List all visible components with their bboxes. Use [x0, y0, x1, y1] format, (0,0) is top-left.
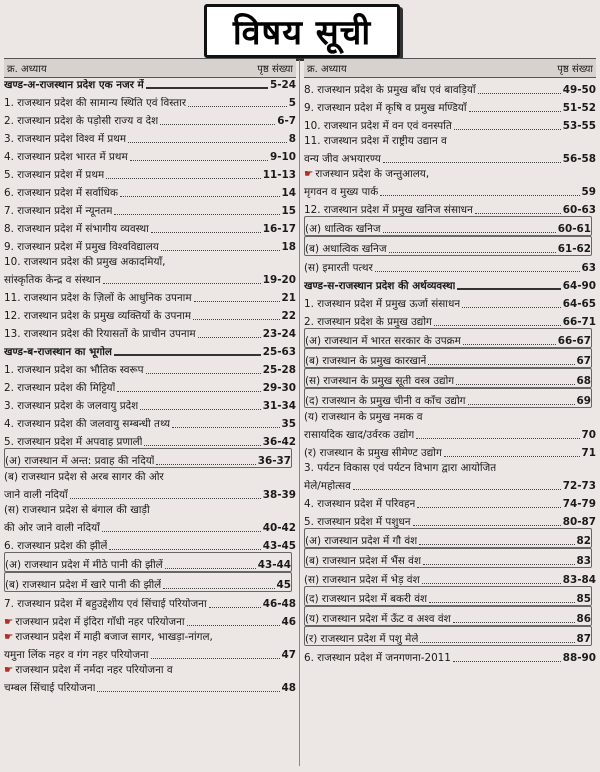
toc-entry-title: राजस्थान प्रदेश के जन्तुआलय,: [315, 168, 430, 180]
column-divider: [299, 60, 300, 766]
toc-entry: [4, 253, 296, 268]
toc-entry: [304, 548, 592, 568]
toc-entry-title: 5. राजस्थान प्रदेश में प्रथम: [4, 169, 105, 181]
toc-page-number: 72-73: [562, 480, 596, 492]
toc-entry: [4, 468, 296, 483]
toc-entry: [304, 114, 596, 132]
dot-leader: [198, 337, 261, 338]
toc-page-number: 61-62: [557, 243, 591, 255]
dot-leader: [444, 456, 580, 457]
toc-page-number: 36-37: [257, 455, 291, 467]
dot-leader: [380, 195, 579, 196]
toc-entry-title: 4. राजस्थान प्रदेश की जलवायु सम्बन्धी तथ्य: [4, 418, 170, 430]
toc-page-number: 68: [576, 375, 591, 387]
toc-entry: [304, 492, 596, 510]
dot-leader: [117, 391, 260, 392]
toc-entry: [304, 165, 596, 180]
toc-entry: [4, 516, 296, 534]
toc-page-number: 25-28: [262, 364, 296, 376]
toc-entry: [4, 430, 296, 448]
toc-entry: [4, 181, 296, 199]
toc-entry: [304, 198, 596, 216]
dot-leader: [453, 622, 575, 623]
toc-entry-title: 2. राजस्थान प्रदेश के पड़ोसी राज्य व देश: [4, 115, 159, 127]
dot-leader: [109, 549, 260, 550]
dot-leader: [383, 232, 556, 233]
toc-entry-title: 12. राजस्थान प्रदेश में प्रमुख खनिज संसाधन: [304, 204, 473, 216]
toc-entry-title: 1. राजस्थान प्रदेश की सामान्य स्थिति एवं विस्तार: [4, 97, 187, 109]
toc-entry-title: सांस्कृतिक केन्द्र व संस्थान: [4, 274, 101, 286]
toc-page-number: 47: [281, 649, 296, 661]
toc-entry-title: 9. राजस्थान प्रदेश में प्रमुख विश्वविद्यालय: [4, 241, 159, 253]
toc-page-number: 46-48: [262, 598, 296, 610]
toc-page-number: 56-58: [562, 153, 596, 165]
toc-page-number: 5-24: [269, 79, 296, 91]
toc-entry-title: 8. राजस्थान प्रदेश में संभागीय व्यवस्था: [4, 223, 149, 235]
toc-entry-title: (स) इमारती पत्थर: [304, 262, 373, 274]
dot-leader: [457, 288, 560, 290]
pointing-hand-icon: ☛: [4, 616, 14, 628]
toc-page-number: 59: [581, 186, 596, 198]
dot-leader: [478, 93, 561, 94]
toc-page-number: 40-42: [262, 522, 296, 534]
toc-page-number: 85: [576, 593, 591, 605]
toc-entry: [4, 676, 296, 694]
pointing-hand-icon: ☛: [304, 168, 314, 180]
dot-leader: [146, 87, 268, 89]
toc-page-number: 87: [576, 633, 591, 645]
dot-leader: [413, 525, 561, 526]
dot-leader: [375, 271, 580, 272]
toc-entry-title: राजस्थान प्रदेश में इंदिरा गाँधी नहर परियोजना: [15, 616, 185, 628]
dot-leader: [469, 111, 561, 112]
dot-leader: [114, 354, 261, 356]
toc-page-number: 53-55: [562, 120, 596, 132]
toc-entry-title: खण्ड-ब-राजस्थान का भूगोल: [4, 346, 112, 358]
toc-entry: [304, 132, 596, 147]
dot-leader: [188, 106, 287, 107]
dot-leader: [468, 404, 575, 405]
dot-leader: [97, 691, 279, 692]
toc-entry-title: 10. राजस्थान प्रदेश में वन एवं वनस्पति: [304, 120, 452, 132]
toc-entry: [4, 322, 296, 340]
toc-list: [4, 78, 296, 694]
toc-entry-title: (स) राजस्थान प्रदेश से बंगाल की खाड़ी: [4, 504, 150, 516]
dot-leader: [103, 283, 261, 284]
dot-leader: [144, 445, 260, 446]
toc-page-number: 83-84: [562, 574, 596, 586]
toc-entry: [4, 661, 296, 676]
toc-entry-title: 3. पर्यटन विकास एवं पर्यटन विभाग द्वारा आयोजित: [304, 462, 497, 474]
toc-entry: [4, 412, 296, 430]
pointing-hand-icon: ☛: [4, 631, 14, 643]
toc-entry-title: 9. राजस्थान प्रदेश में कृषि व प्रमुख मण्डियाँ: [304, 102, 467, 114]
toc-entry-title: (अ) राजस्थान प्रदेश में मीठे पानी की झीलें: [5, 559, 163, 571]
toc-page-number: 8: [288, 133, 296, 145]
toc-entry-title: 7. राजस्थान प्रदेश में न्यूनतम: [4, 205, 113, 217]
toc-entry: [304, 408, 596, 423]
dot-leader: [102, 531, 261, 532]
toc-entry: [304, 147, 596, 165]
toc-entry-title: 1. राजस्थान प्रदेश में प्रमुख ऊर्जा संसाधन: [304, 298, 461, 310]
toc-page-number: 63: [581, 262, 596, 274]
dot-leader: [128, 142, 287, 143]
toc-entry: [304, 274, 596, 292]
toc-entry-title: मेले/महोत्सव: [304, 480, 351, 492]
toc-entry: [304, 568, 596, 586]
toc-page-number: 43-44: [257, 559, 291, 571]
toc-entry: [304, 96, 596, 114]
toc-entry-title: (अ) राजस्थान प्रदेश में गौ वंश: [305, 535, 418, 547]
toc-entry: [4, 394, 296, 412]
dot-leader: [161, 250, 280, 251]
dot-leader: [172, 427, 280, 428]
toc-entry-title: चम्बल सिंचाई परियोजना: [4, 682, 96, 694]
dot-leader: [423, 564, 575, 565]
toc-left-column: [4, 58, 296, 768]
toc-entry-title: खण्ड-स-राजस्थान प्रदेश की अर्थव्यवस्था: [304, 280, 456, 292]
toc-entry-title: खण्ड-अ-राजस्थान प्रदेश एक नजर में: [4, 79, 144, 91]
toc-entry: [4, 592, 296, 610]
toc-page-number: 69: [576, 395, 591, 407]
toc-page-number: 64-65: [562, 298, 596, 310]
toc-page-number: 51-52: [562, 102, 596, 114]
toc-entry: [4, 552, 292, 572]
toc-entry-title: वन्य जीव अभयारण्य: [304, 153, 381, 165]
dot-leader: [151, 658, 280, 659]
toc-page-number: 60-61: [557, 223, 591, 235]
toc-page-number: 15: [281, 205, 296, 217]
toc-entry: [304, 626, 592, 646]
toc-entry-title: (य) राजस्थान के प्रमुख नमक व: [304, 411, 423, 423]
toc-entry-title: (ब) राजस्थान प्रदेश से अरब सागर की ओर: [4, 471, 164, 483]
dot-leader: [194, 301, 280, 302]
toc-entry: [304, 368, 592, 388]
toc-page-number: 70: [581, 429, 596, 441]
toc-entry: [4, 268, 296, 286]
toc-entry-title: (द) राजस्थान के प्रमुख चीनी व काँच उद्योग: [305, 395, 466, 407]
chapter-header: क्र. अध्याय: [307, 64, 347, 75]
dot-leader: [453, 661, 561, 662]
toc-entry: [304, 459, 596, 474]
toc-entry-title: (र) राजस्थान के प्रमुख सीमेण्ट उद्योग: [304, 447, 442, 459]
dot-leader: [434, 325, 561, 326]
toc-entry-title: 11. राजस्थान प्रदेश के ज़िलों के आधुनिक उपनाम: [4, 292, 192, 304]
toc-entry: [304, 646, 596, 664]
page-header: पृष्ठ संख्या: [257, 64, 293, 75]
toc-page-number: 38-39: [262, 489, 296, 501]
column-header: [4, 58, 296, 78]
dot-leader: [428, 364, 574, 365]
dot-leader: [456, 384, 574, 385]
toc-entry: [4, 340, 296, 358]
dot-leader: [429, 602, 574, 603]
toc-entry: [304, 292, 596, 310]
toc-entry: [304, 441, 596, 459]
toc-entry-title: 13. राजस्थान प्रदेश की रियासतों के प्राचीन उपनाम: [4, 328, 196, 340]
toc-entry-title: 12. राजस्थान प्रदेश के प्रमुख व्यक्तियों के उपनाम: [4, 310, 192, 322]
banner: [0, 0, 600, 58]
toc-entry: [304, 423, 596, 441]
dot-leader: [475, 213, 561, 214]
dot-leader: [193, 319, 279, 320]
toc-entry: [4, 572, 292, 592]
dot-leader: [462, 307, 561, 308]
toc-page-number: 46: [281, 616, 296, 628]
toc-entry-title: राजस्थान प्रदेश में नर्मदा नहर परियोजना व: [15, 664, 173, 676]
toc-page-number: 66-71: [562, 316, 596, 328]
toc-page-number: 48: [281, 682, 296, 694]
toc-entry-title: 2. राजस्थान प्रदेश के प्रमुख उद्योग: [304, 316, 432, 328]
chapter-header: क्र. अध्याय: [7, 64, 47, 75]
toc-entry-title: मृगवन व मुख्य पार्क: [304, 186, 379, 198]
dot-leader: [120, 196, 280, 197]
toc-entry: [4, 286, 296, 304]
toc-entry-title: 3. राजस्थान प्रदेश विश्व में प्रथम: [4, 133, 127, 145]
toc-page-number: 66-67: [557, 335, 591, 347]
toc-entry: [4, 534, 296, 552]
toc-entry-title: जाने वाली नदियाँ: [4, 489, 68, 501]
toc-entry: [304, 310, 596, 328]
dot-leader: [419, 544, 574, 545]
toc-entry: [304, 78, 596, 96]
dot-leader: [463, 344, 556, 345]
toc-entry-title: 4. राजस्थान प्रदेश में परिवहन: [304, 498, 416, 510]
toc-entry: [4, 145, 296, 163]
toc-page-number: 71: [581, 447, 596, 459]
toc-entry: [4, 217, 296, 235]
toc-entry-title: (ब) राजस्थान के प्रमुख कारखानें: [305, 355, 427, 367]
toc-entry-title: 5. राजस्थान प्रदेश में अपवाह प्रणाली: [4, 436, 143, 448]
toc-entry: [304, 180, 596, 198]
toc-entry-title: राजस्थान प्रदेश में माही बजाज सागर, भाखड़ा-नांगल,: [15, 631, 213, 643]
dot-leader: [420, 642, 574, 643]
dot-leader: [114, 214, 279, 215]
toc-entry-title: 1. राजस्थान प्रदेश का भौतिक स्वरूप: [4, 364, 144, 376]
toc-page-number: 11-13: [262, 169, 296, 181]
dot-leader: [422, 583, 561, 584]
toc-entry: [304, 528, 592, 548]
toc-entry: [304, 388, 592, 408]
toc-page-number: 14: [281, 187, 296, 199]
dot-leader: [389, 252, 556, 253]
toc-page-number: 21: [281, 292, 296, 304]
dot-leader: [140, 409, 261, 410]
toc-entry: [4, 91, 296, 109]
toc-entry: [4, 109, 296, 127]
toc-page-number: 19-20: [262, 274, 296, 286]
toc-entry: [4, 199, 296, 217]
dot-leader: [187, 625, 280, 626]
toc-entry: [4, 127, 296, 145]
toc-entry-title: 5. राजस्थान प्रदेश में पशुधन: [304, 516, 411, 528]
toc-page-number: 6-7: [277, 115, 296, 127]
toc-page-number: 83: [576, 555, 591, 567]
banner-box: [204, 4, 400, 58]
toc-page-number: 16-17: [262, 223, 296, 235]
toc-entry: [304, 606, 592, 626]
column-header: [304, 58, 596, 78]
dot-leader: [106, 178, 261, 179]
toc-page-number: 31-34: [262, 400, 296, 412]
toc-entry: [4, 643, 296, 661]
dot-leader: [151, 232, 261, 233]
toc-page-number: 36-42: [262, 436, 296, 448]
toc-entry-title: 8. राजस्थान प्रदेश के प्रमुख बाँध एवं बावड़ियाँ: [304, 84, 476, 96]
toc-right-column: [304, 58, 596, 768]
toc-entry-title: (य) राजस्थान प्रदेश में ऊँट व अश्व वंश: [305, 613, 451, 625]
toc-entry-title: 4. राजस्थान प्रदेश भारत में प्रथम: [4, 151, 128, 163]
toc-page-number: 23-24: [262, 328, 296, 340]
toc-page-number: 82: [576, 535, 591, 547]
toc-entry-title: (ब) अधात्विक खनिज: [305, 243, 387, 255]
dot-leader: [383, 162, 561, 163]
toc-entry-title: (स) राजस्थान के प्रमुख सूती वस्त्र उद्योग: [305, 375, 455, 387]
toc-entry-title: (स) राजस्थान प्रदेश में भेड़ वंश: [304, 574, 420, 586]
toc-entry: [4, 235, 296, 253]
toc-entry-title: 6. राजस्थान प्रदेश में जनगणना-2011: [304, 652, 451, 664]
toc-entry-title: 3. राजस्थान प्रदेश के जलवायु प्रदेश: [4, 400, 139, 412]
toc-page-number: 25-63: [262, 346, 296, 358]
toc-page-number: 45: [276, 579, 291, 591]
toc-entry: [4, 448, 292, 468]
toc-list: [304, 78, 596, 664]
toc-entry-title: (अ) राजस्थान में अन्त: प्रवाह की नदियाँ: [5, 455, 155, 467]
toc-entry: [304, 586, 592, 606]
toc-page-number: 60-63: [562, 204, 596, 216]
toc-entry: [4, 501, 296, 516]
toc-page-number: 80-87: [562, 516, 596, 528]
toc-entry-title: 7. राजस्थान प्रदेश में बहुउद्देशीय एवं सिंचाई परियोजना: [4, 598, 207, 610]
toc-entry-title: रासायदिक खाद/उर्वरक उद्योग: [304, 429, 415, 441]
toc-entry: [4, 376, 296, 394]
toc-page-number: 67: [576, 355, 591, 367]
toc-entry: [304, 256, 596, 274]
toc-entry-title: की ओर जाने वाली नदियाँ: [4, 522, 100, 534]
toc-page-number: 86: [576, 613, 591, 625]
toc-entry: [4, 304, 296, 322]
toc-page-number: 74-79: [562, 498, 596, 510]
toc-entry-title: (अ) राजस्थान में भारत सरकार के उपक्रम: [305, 335, 461, 347]
toc-entry: [304, 236, 592, 256]
toc-page-number: 18: [281, 241, 296, 253]
dot-leader: [416, 438, 579, 439]
toc-entry: [304, 510, 596, 528]
toc-page-number: 29-30: [262, 382, 296, 394]
dot-leader: [417, 507, 560, 508]
toc-entry-title: (द) राजस्थान प्रदेश में बकरी वंश: [305, 593, 428, 605]
toc-page-number: 43-45: [262, 540, 296, 552]
page-header: पृष्ठ संख्या: [557, 64, 593, 75]
toc-entry-title: 10. राजस्थान प्रदेश की प्रमुख अकादमियाँ,: [4, 256, 166, 268]
dot-leader: [70, 498, 261, 499]
toc-entry-title: 6. राजस्थान प्रदेश की झीलें: [4, 540, 108, 552]
page-title: विषय सूची: [232, 13, 372, 53]
toc-entry: [4, 358, 296, 376]
toc-entry-title: यमुना लिंक नहर व गंग नहर परियोजना: [4, 649, 149, 661]
dot-leader: [454, 129, 561, 130]
toc-entry-title: (ब) राजस्थान प्रदेश में भैंस वंश: [305, 555, 422, 567]
dot-leader: [163, 588, 274, 589]
toc-entry: [4, 78, 296, 91]
toc-entry-title: (अ) धात्विक खनिज: [305, 223, 381, 235]
toc-entry: [304, 348, 592, 368]
dot-leader: [353, 489, 561, 490]
toc-entry: [4, 610, 296, 628]
toc-page-number: 49-50: [562, 84, 596, 96]
toc-page-number: 35: [281, 418, 296, 430]
toc-page-number: 9-10: [269, 151, 296, 163]
toc-entry: [4, 163, 296, 181]
toc-entry-title: (ब) राजस्थान प्रदेश में खारे पानी की झीलें: [5, 579, 162, 591]
dot-leader: [160, 124, 275, 125]
toc-page-number: 22: [281, 310, 296, 322]
toc-page-number: 64-90: [562, 280, 596, 292]
pointing-hand-icon: ☛: [4, 664, 14, 676]
toc-entry-title: (र) राजस्थान प्रदेश में पशु मेले: [305, 633, 419, 645]
toc-entry: [304, 216, 592, 236]
toc-page-number: 88-90: [562, 652, 596, 664]
toc-entry: [304, 474, 596, 492]
dot-leader: [130, 160, 268, 161]
toc-entry-title: 11. राजस्थान प्रदेश में राष्ट्रीय उद्यान व: [304, 135, 447, 147]
toc-entry-title: 6. राजस्थान प्रदेश में सर्वाधिक: [4, 187, 118, 199]
dot-leader: [165, 568, 256, 569]
dot-leader: [156, 464, 255, 465]
dot-leader: [209, 607, 261, 608]
toc-entry-title: 2. राजस्थान प्रदेश की मिट्टियाँ: [4, 382, 116, 394]
toc-entry: [4, 628, 296, 643]
toc-entry: [304, 328, 592, 348]
dot-leader: [146, 373, 261, 374]
toc-page-number: 5: [288, 97, 296, 109]
toc-entry: [4, 483, 296, 501]
